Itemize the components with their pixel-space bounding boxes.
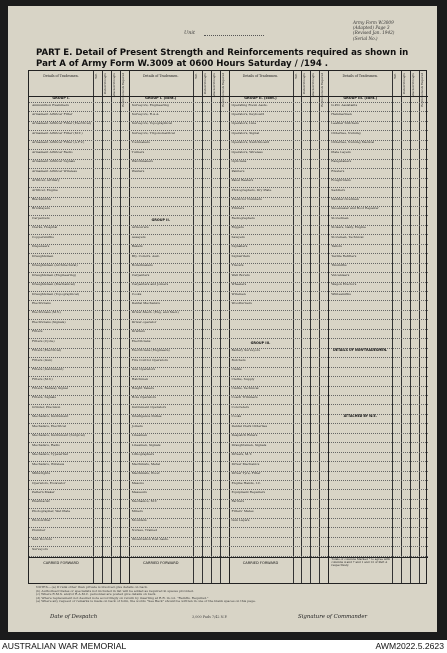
trade-row: Artificer, Engine	[32, 188, 58, 192]
trade-row: Tinsmiths	[331, 264, 347, 268]
trade-row: Saw Doctors	[32, 538, 52, 542]
trade-row: Farriers	[231, 500, 245, 504]
numeric-column-divider	[93, 71, 94, 583]
trade-row: Draughtsmen	[32, 254, 54, 258]
trade-row: Riggers	[231, 226, 244, 230]
trade-row: Dispensers	[32, 245, 50, 249]
trade-row: Machinists, Metal	[131, 462, 160, 466]
trade-row: Cooks	[131, 292, 142, 296]
note-line: (b) Authorised trades or specialists not included in list will be added as required in spaces provided.	[36, 588, 194, 593]
trade-row: Armament Artificer Signals	[32, 160, 76, 164]
numeric-header-we: W.E.	[194, 73, 198, 79]
trade-row: Painters	[231, 169, 245, 173]
trade-row: Intelligence Duties	[131, 415, 162, 419]
trade-row: Surveyors, R.A.A.	[131, 112, 160, 116]
trade-row: Masseurs	[131, 490, 147, 494]
column-divider	[229, 71, 230, 583]
trade-row: Leather Stitchers	[331, 122, 359, 126]
trade-row: Dental Clerk Orderlies	[231, 424, 268, 428]
trade-row: Moulders	[131, 519, 147, 523]
numeric-column-divider	[102, 71, 103, 583]
form-ref-line: (Serial No.)	[353, 35, 378, 41]
trade-row: Armament Artificer Fitter	[32, 112, 73, 116]
trade-row: Photowriter	[32, 519, 51, 523]
trade-row: Fitters	[32, 330, 43, 334]
trade-row: Concreters	[231, 405, 249, 409]
trade-row: Wheelers	[231, 283, 247, 287]
trade-row: Signwriters	[231, 254, 250, 258]
note-line: (c) Where R.M.S. and/or R.A.M.C. personnel are posted give details on back.	[36, 592, 157, 597]
numeric-column-divider	[419, 71, 420, 583]
trade-row: Height Takers	[131, 387, 154, 390]
trade-row: Driver Tyre, Fitter	[231, 472, 261, 476]
form-ref-line: (Revised Jan. 1942)	[353, 30, 395, 36]
numeric-column-divider	[202, 71, 203, 583]
trade-row: Surveyors, Trigonometrical	[131, 131, 175, 135]
trade-row: Blacksmiths	[32, 198, 52, 201]
trade-row: Fitters (Cycle)	[32, 339, 55, 343]
trade-row: Mechanics, Electrical	[32, 424, 66, 428]
form-ref-line: (Adapted) Page 3	[353, 25, 390, 31]
numeric-header-we: W.E.	[95, 73, 98, 79]
trade-row: Fitters, Railway Signal	[32, 387, 68, 390]
print-ref: 3,000 Pads 7/42 N.P.	[192, 615, 228, 619]
trade-row: Surveyors, Engineering	[131, 103, 169, 107]
note-line: NOTES.—(a) If rank other than private is involved give details on back.	[36, 585, 148, 589]
trade-row: Carpenters	[131, 273, 150, 277]
details-header: Details of Tradesmen.	[328, 71, 392, 97]
numeric-column-divider	[220, 71, 221, 583]
trade-row: Machinists, Wood	[131, 472, 160, 476]
trade-row: Pharmacist	[32, 500, 50, 504]
numeric-header-we: W.E.	[394, 73, 398, 79]
trade-row: Cooks	[231, 415, 242, 419]
numeric-header-reinforce: Reinforcements Required	[121, 73, 125, 107]
numeric-header-posted: Posted Strength	[403, 73, 407, 95]
trade-row: Bty. Comd's. Asst.	[131, 254, 160, 258]
trade-row: Mechanics, Instrument	[32, 415, 69, 419]
trade-row: Pattern Maker	[32, 490, 55, 494]
archive-id: AWM2022.5.2623	[375, 641, 444, 651]
numeric-header-attached: Attached Strength	[212, 73, 216, 98]
trade-row: Operators, Line	[231, 122, 257, 126]
numeric-header-attached: Attached Strength	[112, 73, 116, 98]
non-tradesmen-heading: DETAILS OF NON-TRADESMEN.	[333, 348, 388, 353]
numeric-header-posted: Posted Strength	[103, 73, 107, 95]
column-divider	[328, 71, 329, 583]
numeric-header-posted: Posted Strength	[303, 73, 307, 95]
trade-row: Rangetakers	[331, 160, 352, 164]
trade-row: Armament Artificer Fitter (A.F.V.)	[32, 141, 85, 145]
trade-row: Boilermakers	[131, 264, 153, 268]
trade-row: Electricians	[131, 339, 151, 343]
numeric-column-divider	[120, 71, 121, 583]
strength-table	[28, 70, 427, 584]
trade-row: Draughtsmen, Signals	[231, 443, 267, 447]
trade-row: Predictor Numbers	[231, 198, 262, 201]
trade-row: Hole Operators	[131, 396, 156, 400]
trade-row: Electricians	[32, 301, 51, 305]
trade-row: Sawyers	[231, 235, 245, 239]
trade-row: Mechanics, Typewriter	[32, 453, 69, 457]
trade-row: Driver-operator	[131, 320, 157, 324]
trade-row: Mechanics, Instrument (Surgical)	[32, 434, 85, 438]
trade-row: Stokers, Gaily, Engine	[331, 226, 366, 230]
page-title	[36, 48, 426, 70]
trade-row: Miners	[131, 509, 143, 513]
group-heading: GROUP II.	[151, 217, 170, 222]
trade-row: Artificer, Artillery	[32, 179, 60, 183]
trade-row: Lithographers	[131, 453, 155, 457]
trade-row: Opticians	[231, 160, 247, 164]
trade-row: Fire Control Operators	[131, 358, 168, 362]
numeric-header-attached: Attached Strength	[312, 73, 316, 98]
trade-row: Well Borers	[231, 273, 250, 277]
unit-label: Unit	[184, 30, 196, 36]
group-heading: GROUP I.	[52, 96, 70, 100]
trade-row: Woodturners	[231, 301, 252, 305]
trade-row: Operators, Excavator	[32, 481, 66, 485]
trade-row: Surveyors, Topographical	[131, 122, 172, 126]
trade-row: Saddlers	[331, 188, 346, 192]
trade-row: Driver Mechanics	[231, 462, 260, 466]
note-line: (d) Where replacement not desired note accordingly on return by inserting at R.R. in col. "Reinfts. Required."	[36, 595, 209, 600]
form-reference	[353, 20, 394, 41]
trade-row: Fitters (M.V.)	[32, 377, 53, 381]
trade-row: Armament Artificer Wireless	[32, 169, 77, 173]
numeric-header-reinforce: Reinforcements Required	[321, 73, 325, 107]
trade-row: Radiographers	[231, 216, 255, 220]
trade-row: Orderlies, Nursing	[331, 131, 361, 135]
trade-row: Nurses, Trained	[131, 528, 158, 532]
numeric-column-divider	[293, 71, 294, 583]
trade-row: Carpenters	[32, 216, 50, 220]
trade-row: Fitters' Mates	[231, 509, 254, 513]
trade-row: Assayers	[131, 235, 146, 239]
trade-row: Observation Post Assts.	[131, 538, 169, 542]
trade-row: Draughtsmen (Architectural)	[32, 264, 78, 268]
trade-row: Coppersmiths	[32, 235, 54, 239]
trade-row: Vulcanisers	[331, 273, 350, 277]
trade-row: Drivers, M.T.	[231, 453, 252, 457]
trade-row: Gun Operators	[131, 368, 156, 372]
trade-row: Hatchmen	[131, 377, 149, 381]
numeric-column-divider	[193, 71, 194, 583]
numeric-column-divider	[401, 71, 402, 583]
form-sheet	[8, 6, 437, 632]
trade-row: Draughtsmen (Mechanical)	[32, 283, 75, 287]
trade-row: Whitesmiths	[331, 292, 351, 296]
carried-forward-label: CARRIED FORWARD	[242, 561, 279, 565]
trade-row: Mechanics, Radio	[32, 443, 60, 447]
trade-row: Hammermen	[331, 112, 352, 116]
trade-row: Operating Room Assts.	[231, 103, 268, 107]
trade-row: Mechanics, M.T.	[131, 500, 158, 504]
note-line: (e) Where any request or remarks is made on back of form, the words "See Back" should be written in one of the blank spaces on this page.	[36, 599, 256, 604]
trade-row: Electricians (M.V.)	[32, 311, 61, 315]
trade-row: Panel Beaters	[231, 179, 254, 183]
numeric-column-divider	[310, 71, 311, 583]
trade-row: Engine Hands, I.C.	[231, 481, 262, 485]
trade-row: Driver-Mech. (Eng. and Med.)	[131, 311, 179, 315]
trade-row: Saddler-rivermen	[331, 198, 359, 201]
trade-row: Clerks, Supply	[231, 377, 255, 381]
trade-row: Bricklayers	[32, 207, 50, 211]
details-header: Details of Tradesmen.	[229, 71, 293, 97]
title-date: / /194 .	[294, 59, 329, 69]
trade-row: Turners	[131, 150, 145, 154]
totals-note: Totals of columns Marked * to agree with columns 4 and 7 and 1 and 12 of Part A respectively.	[331, 558, 391, 568]
trade-row: G.P.O. Assistants	[331, 103, 358, 107]
carried-forward-label: CARRIED FORWARD	[142, 561, 179, 565]
group-heading: GROUP III. (cont.)	[343, 96, 378, 100]
trade-row: Mechanics, Wireless	[32, 462, 65, 466]
trade-row: Draughtsmen (Topographical)	[32, 292, 80, 296]
trade-row: Butchers	[231, 358, 246, 362]
group-heading: GROUP II. (cont.)	[244, 96, 277, 100]
trade-row: Drafters	[131, 330, 145, 334]
trade-row: Wagon Erectors	[331, 283, 357, 287]
trade-row: Orderlies, Nursing Medical	[331, 141, 375, 145]
trade-row: Toolmakers	[131, 141, 150, 145]
trade-row: Coach Trimmers	[231, 396, 258, 400]
trade-row: Operators, Keyboard	[231, 112, 265, 116]
attached-by-we-heading: ATTACHED BY W.E.	[343, 414, 377, 419]
trade-row: Riveters	[331, 169, 345, 173]
trade-row: Plate Layers	[331, 150, 351, 154]
archive-name: AUSTRALIAN WAR MEMORIAL	[2, 641, 127, 651]
trade-row: Storemen, Technical	[331, 235, 364, 239]
trade-row: Armourers	[131, 226, 149, 230]
date-of-despatch: Date of Despatch	[50, 614, 98, 620]
trade-row: Tailors	[331, 245, 342, 249]
trade-row: Millwrights	[32, 472, 51, 476]
trade-row: Electricians (Signals)	[32, 320, 66, 324]
trade-row: Fitters, Signals	[32, 396, 56, 400]
carried-forward-label: CARRIED FORWARD	[43, 561, 79, 565]
numeric-header-posted: Posted Strength	[203, 73, 207, 95]
details-header: Details of Tradesmen.	[129, 71, 193, 97]
trade-row: Clerks, Technical	[231, 387, 259, 390]
trade-row: Welders	[131, 169, 145, 173]
trade-row: Operators, Signal	[231, 131, 260, 135]
group-heading: GROUP III.	[250, 340, 271, 345]
numeric-header-we: W.E.	[294, 73, 298, 79]
trade-row: Grinder, Precision	[32, 405, 61, 409]
trade-row: Carpenters and Joiners	[131, 283, 169, 287]
details-header: Details of Tradesmen.	[29, 71, 93, 97]
trade-row: Fitters (Instrument)	[32, 368, 64, 372]
trade-row: Joiners	[131, 424, 143, 428]
trade-row: Photographer, Wet Plate	[32, 509, 71, 513]
trade-row: Signallers	[231, 245, 248, 249]
trade-row: Electricians (Engineers)	[131, 349, 170, 353]
trade-row: Ammunition Examiners	[32, 103, 69, 107]
trade-row: Dental Mechanics	[131, 301, 160, 305]
trade-row: Operators, Wireless	[231, 150, 263, 154]
trade-row: Surveyors	[32, 547, 48, 551]
title-text: PART E. Detail of Present Strength and Reinforcements required as shown in Part A of Army Form W.3009 at 0600 Hours Saturday	[36, 48, 409, 69]
trade-row: Despatch Riders	[231, 434, 258, 438]
numeric-column-divider	[111, 71, 112, 583]
numeric-column-divider	[319, 71, 320, 583]
numeric-column-divider	[410, 71, 411, 583]
trade-row: Linesmen	[131, 434, 147, 438]
trade-row: Storedmen	[331, 216, 349, 220]
trade-row: Watchmakers	[131, 160, 154, 164]
trade-row: Fitters (Gun)	[32, 358, 53, 362]
trade-row: Armament Artificer Fitter (M.T.)	[32, 131, 83, 135]
trade-row: Gun Layers	[231, 519, 250, 523]
numeric-column-divider	[392, 71, 393, 583]
trade-row: Draughtsmen (Engineering)	[32, 273, 77, 277]
trade-row: Printers	[231, 207, 245, 211]
numeric-header-reinforce: Reinforcements Required	[421, 73, 425, 107]
trade-row: Plumber	[32, 528, 46, 532]
numeric-column-divider	[301, 71, 302, 583]
trade-row: Equipment Repairers	[231, 490, 266, 494]
column-divider	[129, 71, 130, 583]
trade-row: Shoemaker and Boot Repairer	[331, 207, 379, 211]
trade-row: Wiremen	[231, 292, 246, 296]
form-ref-line: Army Form W.3009	[353, 20, 394, 25]
trade-row: Photographers, Dry Plate	[231, 188, 272, 192]
trade-row: Armament Artificer Radio	[32, 150, 73, 154]
trade-row: Operators, Switchboard	[231, 141, 270, 145]
numeric-column-divider	[211, 71, 212, 583]
trade-row: Textile Refitters	[331, 254, 357, 258]
numeric-header-attached: Attached Strength	[412, 73, 416, 98]
numeric-header-reinforce: Reinforcements Required	[221, 73, 225, 107]
trade-row: Armament Artificer Fitter (Electrical)	[32, 122, 91, 126]
trade-row: Battery Surveyors	[231, 349, 260, 353]
trade-row: Masons	[131, 481, 144, 485]
trade-row: Bakers	[131, 245, 143, 249]
unit-line	[204, 35, 264, 36]
trade-row: Instrument Operators	[131, 405, 167, 409]
archive-footer	[0, 640, 447, 653]
group-heading: GROUP I. (cont.)	[145, 96, 177, 100]
signature-label: Signature of Commander	[298, 614, 368, 620]
trade-row: Clerks, Hospital	[32, 226, 58, 230]
trade-row: Clerks	[231, 368, 242, 372]
trade-row: Linesmen, Signals	[131, 443, 161, 447]
trade-row: Roughriders	[331, 179, 351, 183]
notes-block	[36, 586, 431, 604]
trade-row: Tracers	[231, 264, 244, 268]
trade-row: Fitters (Electrical)	[32, 349, 62, 353]
